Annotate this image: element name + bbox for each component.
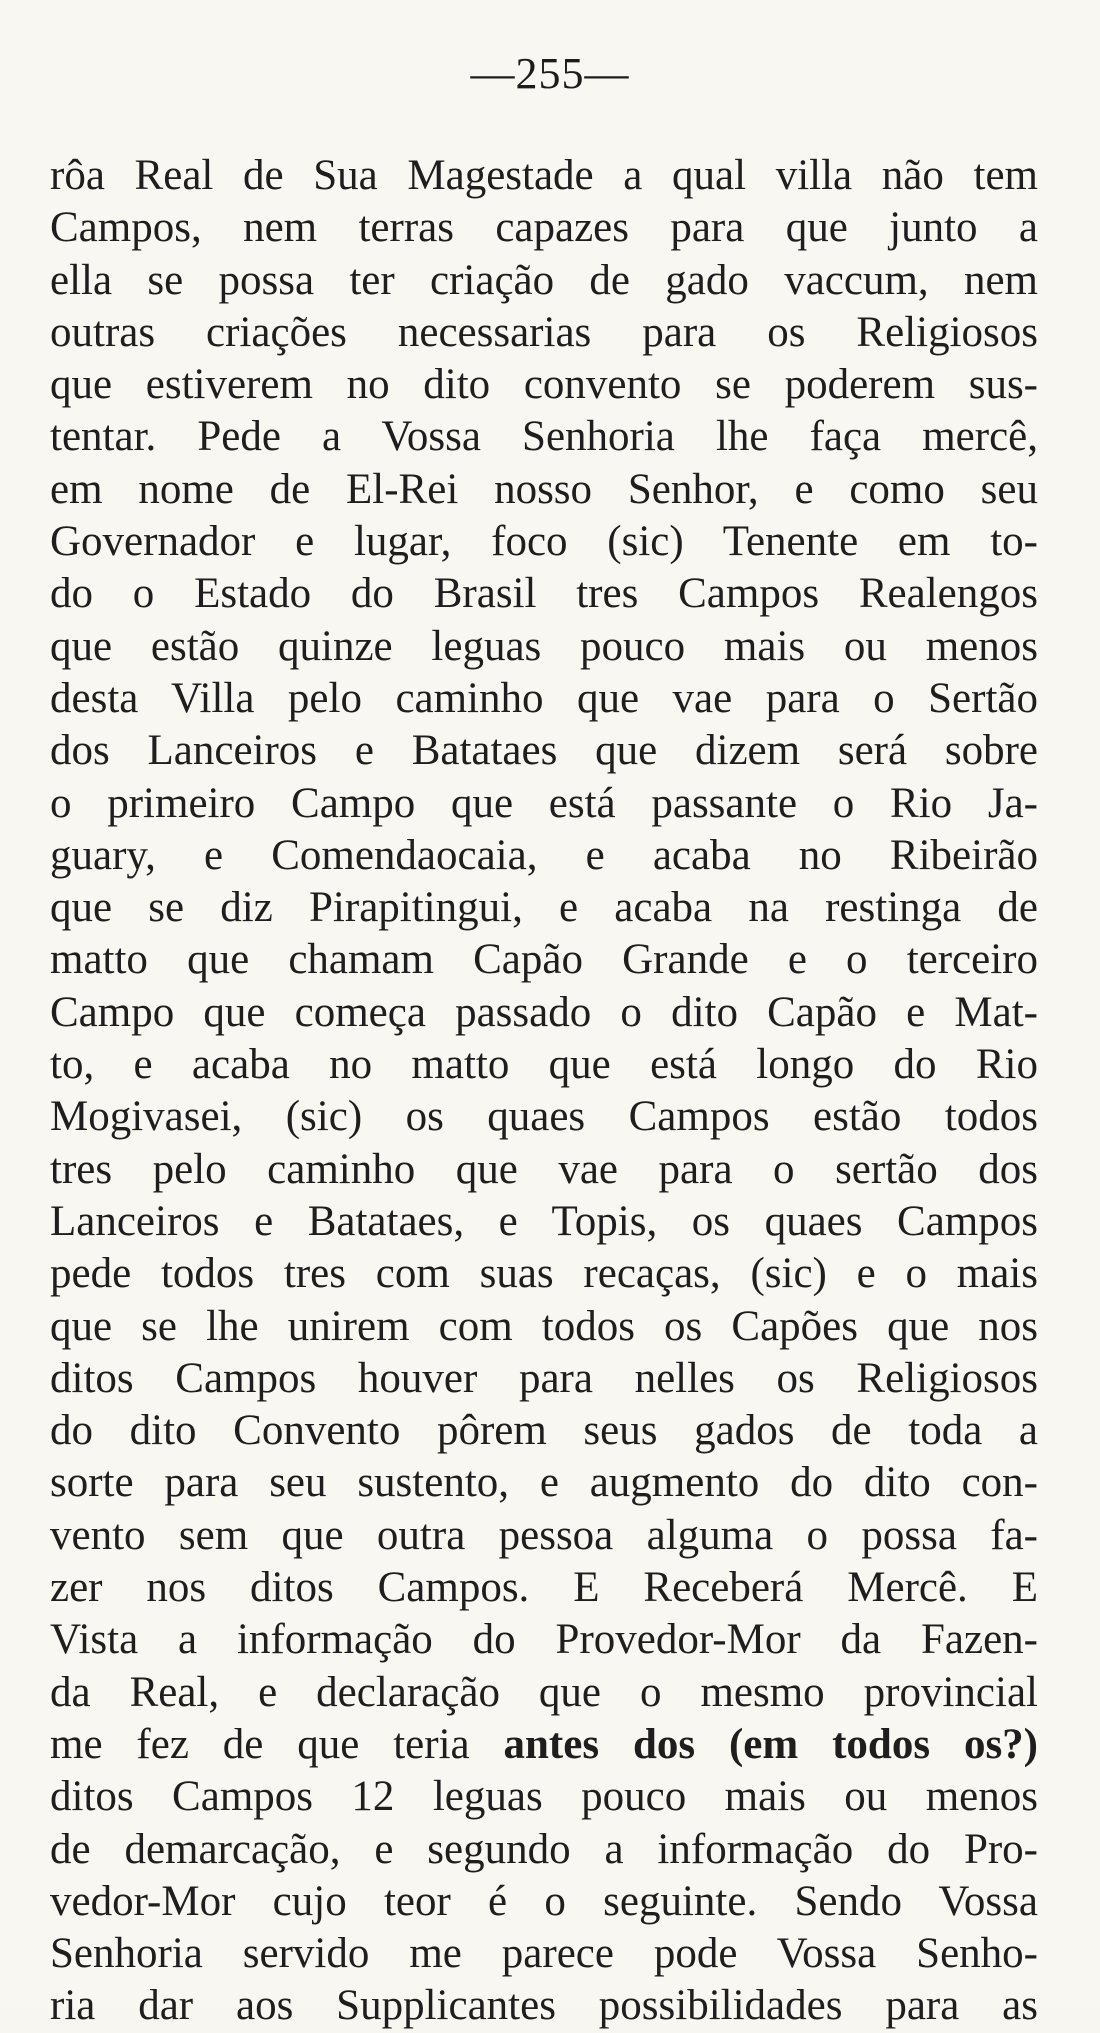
text-line: o primeiro Campo que está passante o Rio Ja- xyxy=(50,779,1038,827)
text-line: de demarcação, e segundo a informação do Pro- xyxy=(50,1825,1038,1873)
text-line: que estiverem no dito convento se poderem sus- xyxy=(50,361,1038,409)
text-line: do o Estado do Brasil tres Campos Realengos xyxy=(50,570,1038,618)
text-line-with-bold xyxy=(50,1719,1038,1771)
text-line: to, e acaba no matto que está longo do Rio xyxy=(50,1041,1038,1089)
text-line: tres pelo caminho que vae para o sertão dos xyxy=(50,1145,1038,1193)
text-line: sorte para seu sustento, e augmento do dito con- xyxy=(50,1459,1038,1507)
text-line: ella se possa ter criação de gado vaccum, nem xyxy=(50,256,1038,304)
page-number: —255— xyxy=(470,49,630,98)
text-line: que se lhe unirem com todos os Capões que nos xyxy=(50,1302,1038,1350)
body-text xyxy=(50,150,1038,2033)
text-line: zer nos ditos Campos. E Receberá Mercê. E xyxy=(50,1564,1038,1612)
text-line: pede todos tres com suas recaças, (sic) e o mais xyxy=(50,1250,1038,1298)
text-line: vedor-Mor cujo teor é o seguinte. Sendo Vossa xyxy=(50,1877,1038,1925)
text-line: Mogivasei, (sic) os quaes Campos estão todos xyxy=(50,1093,1038,1141)
text-line: da Real, e declaração que o mesmo provincial xyxy=(50,1668,1038,1716)
text-line: outras criações necessarias para os Religiosos xyxy=(50,308,1038,356)
text-line: do dito Convento pôrem seus gados de toda a xyxy=(50,1407,1038,1455)
text-line: ditos Campos houver para nelles os Religiosos xyxy=(50,1354,1038,1402)
bold-phrase: antes dos (em todos os?) xyxy=(503,1720,1038,1768)
text-line: Campos, nem terras capazes para que junto a xyxy=(50,204,1038,252)
text-line: rôa Real de Sua Magestade a qual villa não tem xyxy=(50,152,1038,199)
text-line: dos Lanceiros e Batataes que dizem será sobre xyxy=(50,727,1038,775)
text-line: Vista a informação do Provedor-Mor da Fazen- xyxy=(50,1616,1038,1664)
text-line: ria dar aos Supplicantes possibilidades para as xyxy=(50,1982,1038,2030)
text-line: Senhoria servido me parece pode Vossa Senho- xyxy=(50,1930,1038,1978)
text-line: que se diz Pirapitingui, e acaba na restinga de xyxy=(50,884,1038,932)
line-text-before-bold: me fez de que teria xyxy=(50,1720,504,1768)
text-line: desta Villa pelo caminho que vae para o Sertão xyxy=(50,674,1038,722)
text-line: em nome de El-Rei nosso Senhor, e como seu xyxy=(50,465,1038,513)
text-line: tentar. Pede a Vossa Senhoria lhe faça mercê, xyxy=(50,413,1038,461)
text-line: vento sem que outra pessoa alguma o possa fa- xyxy=(50,1511,1038,1559)
text-line: guary, e Comendaocaia, e acaba no Ribeirão xyxy=(50,831,1038,879)
text-line: Lanceiros e Batataes, e Topis, os quaes Campos xyxy=(50,1197,1038,1245)
text-line: que estão quinze leguas pouco mais ou menos xyxy=(50,622,1038,670)
text-line: ditos Campos 12 leguas pouco mais ou menos xyxy=(50,1773,1038,1821)
text-line: Campo que começa passado o dito Capão e Mat- xyxy=(50,988,1038,1036)
text-line: matto que chamam Capão Grande e o terceiro xyxy=(50,936,1038,984)
text-line: Governador e lugar, foco (sic) Tenente em to- xyxy=(50,518,1038,566)
